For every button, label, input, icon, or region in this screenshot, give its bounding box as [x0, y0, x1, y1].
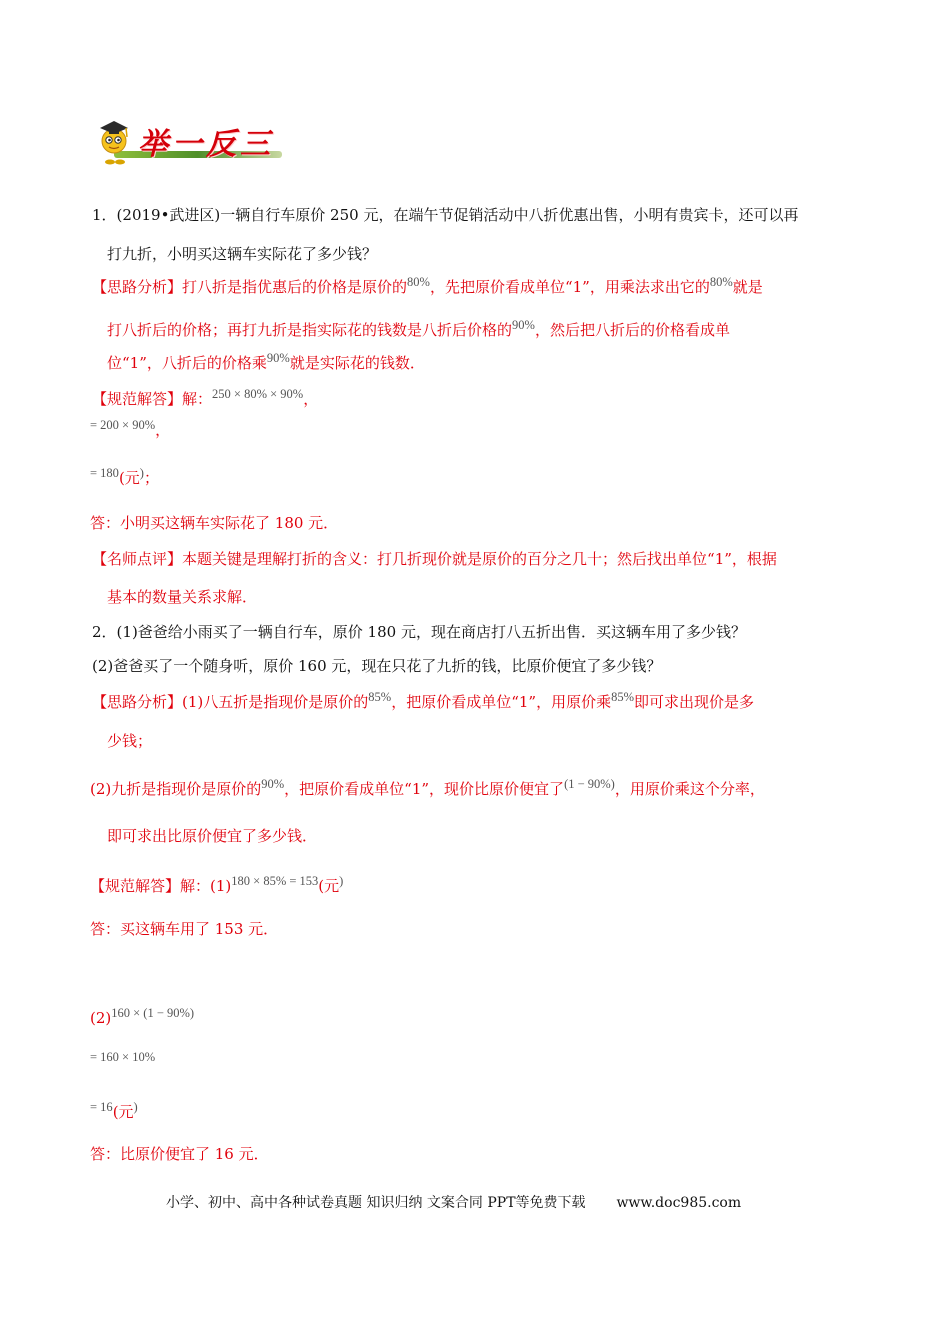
q1-analysis-text: 就是实际花的钱数． — [289, 354, 425, 372]
section-banner — [98, 115, 284, 171]
punctuation: ) — [133, 1100, 138, 1114]
q2-analysis-text: ，用原价乘这个分率， — [614, 780, 765, 798]
unit-yuan: (元 — [112, 1103, 134, 1121]
q2-analysis-label: 【思路分析】 — [92, 693, 183, 711]
punctuation: ； — [143, 469, 159, 487]
q1-analysis-text: 打八折后的价格；再打九折是指实际花的钱数是八折后价格的 — [107, 321, 513, 339]
math-80-percent: 80% — [407, 275, 430, 289]
punctuation: ， — [303, 390, 319, 408]
math-80-percent: 80% — [709, 275, 733, 289]
q2-solution-part2 — [90, 1008, 194, 1029]
math-85-percent: 85% — [368, 690, 392, 704]
q2-answer2: 答：比原价便宜了 16 元． — [90, 1145, 269, 1163]
math-90-percent: 90% — [512, 318, 535, 332]
punctuation: ， — [155, 421, 171, 439]
q2-analysis-text: ，把原价看成单位“1”，用原价乘 — [391, 693, 612, 711]
q2-analysis-text: 即可求出现价是多 — [634, 693, 755, 711]
q1-expr2: = 200 × 90% — [90, 418, 156, 432]
q1-analysis-text: ，先把原价看成单位“1”，用乘法求出它的 — [429, 278, 710, 296]
q1-solution-line3 — [90, 468, 159, 489]
q2-stem-line1: 2．(1)爸爸给小雨买了一辆自行车，原价 180 元，现在商店打八五折出售．买这辆车用了多少钱？ — [92, 623, 746, 641]
q1-analysis-label: 【思路分析】 — [92, 278, 183, 296]
unit-yuan: (元 — [318, 877, 340, 895]
q1-analysis-text: 位“1”，八折后的价格乘 — [107, 354, 267, 372]
q2-expr4: = 16 — [90, 1100, 113, 1114]
q1-answer: 答：小明买这辆车实际花了 180 元． — [90, 514, 339, 532]
q2-expr2: 160 × (1 − 90%) — [111, 1006, 195, 1020]
math-90-percent: 90% — [261, 777, 285, 791]
math-85-percent: 85% — [611, 690, 634, 704]
q1-solution-line1 — [92, 389, 318, 410]
q1-comment-line2: 基本的数量关系求解． — [107, 588, 258, 606]
q2-stem-line2: (2)爸爸买了一个随身听，原价 160 元，现在只花了九折的钱，比原价便宜了多少钱？ — [92, 657, 662, 675]
footer-text: 小学、初中、高中各种试卷真题 知识归纳 文案合同 PPT等免费下载 — [166, 1195, 586, 1211]
math-1-minus-90-percent: (1 − 90%) — [564, 777, 615, 791]
q1-stem-line1 — [92, 205, 798, 225]
q2-solution-line3 — [90, 1052, 155, 1073]
q1-analysis-line1 — [92, 277, 763, 298]
q2-analysis-line3 — [90, 779, 765, 800]
unit-yuan: (元 — [118, 469, 140, 487]
q1-comment-text: 本题关键是理解打折的含义：打几折现价就是原价的百分之几十；然后找出单位“1”，根据 — [182, 550, 777, 568]
q1-expr1: 250 × 80% × 90% — [212, 387, 304, 401]
q1-expr3: = 180 — [90, 466, 119, 480]
q2-solution-label: 【规范解答】解： — [90, 877, 211, 895]
q1-analysis-text: 就是 — [732, 278, 763, 296]
part-number: (2) — [90, 1009, 112, 1027]
punctuation: ) — [139, 466, 144, 480]
q2-expr1: 180 × 85% = 153 — [231, 874, 319, 888]
q1-analysis-line2 — [107, 320, 730, 341]
q2-solution-line4 — [90, 1102, 138, 1123]
q2-solution-line1 — [90, 876, 343, 897]
page-footer — [166, 1192, 741, 1212]
q2-expr3: = 160 × 10% — [90, 1050, 156, 1064]
math-90-percent: 90% — [266, 351, 290, 365]
q2-answer1: 答：买这辆车用了 153 元． — [90, 920, 279, 938]
q1-stem-line2: 打九折，小明买这辆车实际花了多少钱？ — [107, 245, 378, 263]
q1-analysis-text: ，然后把八折后的价格看成单 — [534, 321, 730, 339]
q1-solution-label: 【规范解答】解： — [92, 390, 213, 408]
q1-stem-text: 一辆自行车原价 250 元，在端午节促销活动中八折优惠出售，小明有贵宾卡，还可以再 — [220, 206, 799, 224]
q2-analysis-line1 — [92, 692, 754, 713]
q1-comment-line1 — [92, 549, 777, 569]
q1-analysis-text: 打八折是指优惠后的价格是原价的 — [182, 278, 408, 296]
q1-comment-label: 【名师点评】 — [92, 550, 183, 568]
q2-analysis-text: (1)八五折是指现价是原价的 — [182, 693, 369, 711]
punctuation: ) — [339, 874, 344, 888]
q2-analysis-text: ，把原价看成单位“1”，现价比原价便宜了 — [284, 780, 565, 798]
q2-analysis-line2: 少钱； — [107, 732, 153, 750]
footer-url[interactable]: www.doc985.com — [616, 1195, 742, 1211]
q2-analysis-text: (2)九折是指现价是原价的 — [90, 780, 262, 798]
q1-source: 1．(2019•武进区) — [92, 206, 221, 224]
q2-analysis-line4: 即可求出比原价便宜了多少钱． — [107, 827, 318, 845]
q1-solution-line2 — [90, 420, 170, 441]
part-number: (1) — [210, 877, 232, 895]
q1-analysis-line3 — [107, 353, 425, 374]
banner-title: 举一反三 — [138, 127, 274, 162]
